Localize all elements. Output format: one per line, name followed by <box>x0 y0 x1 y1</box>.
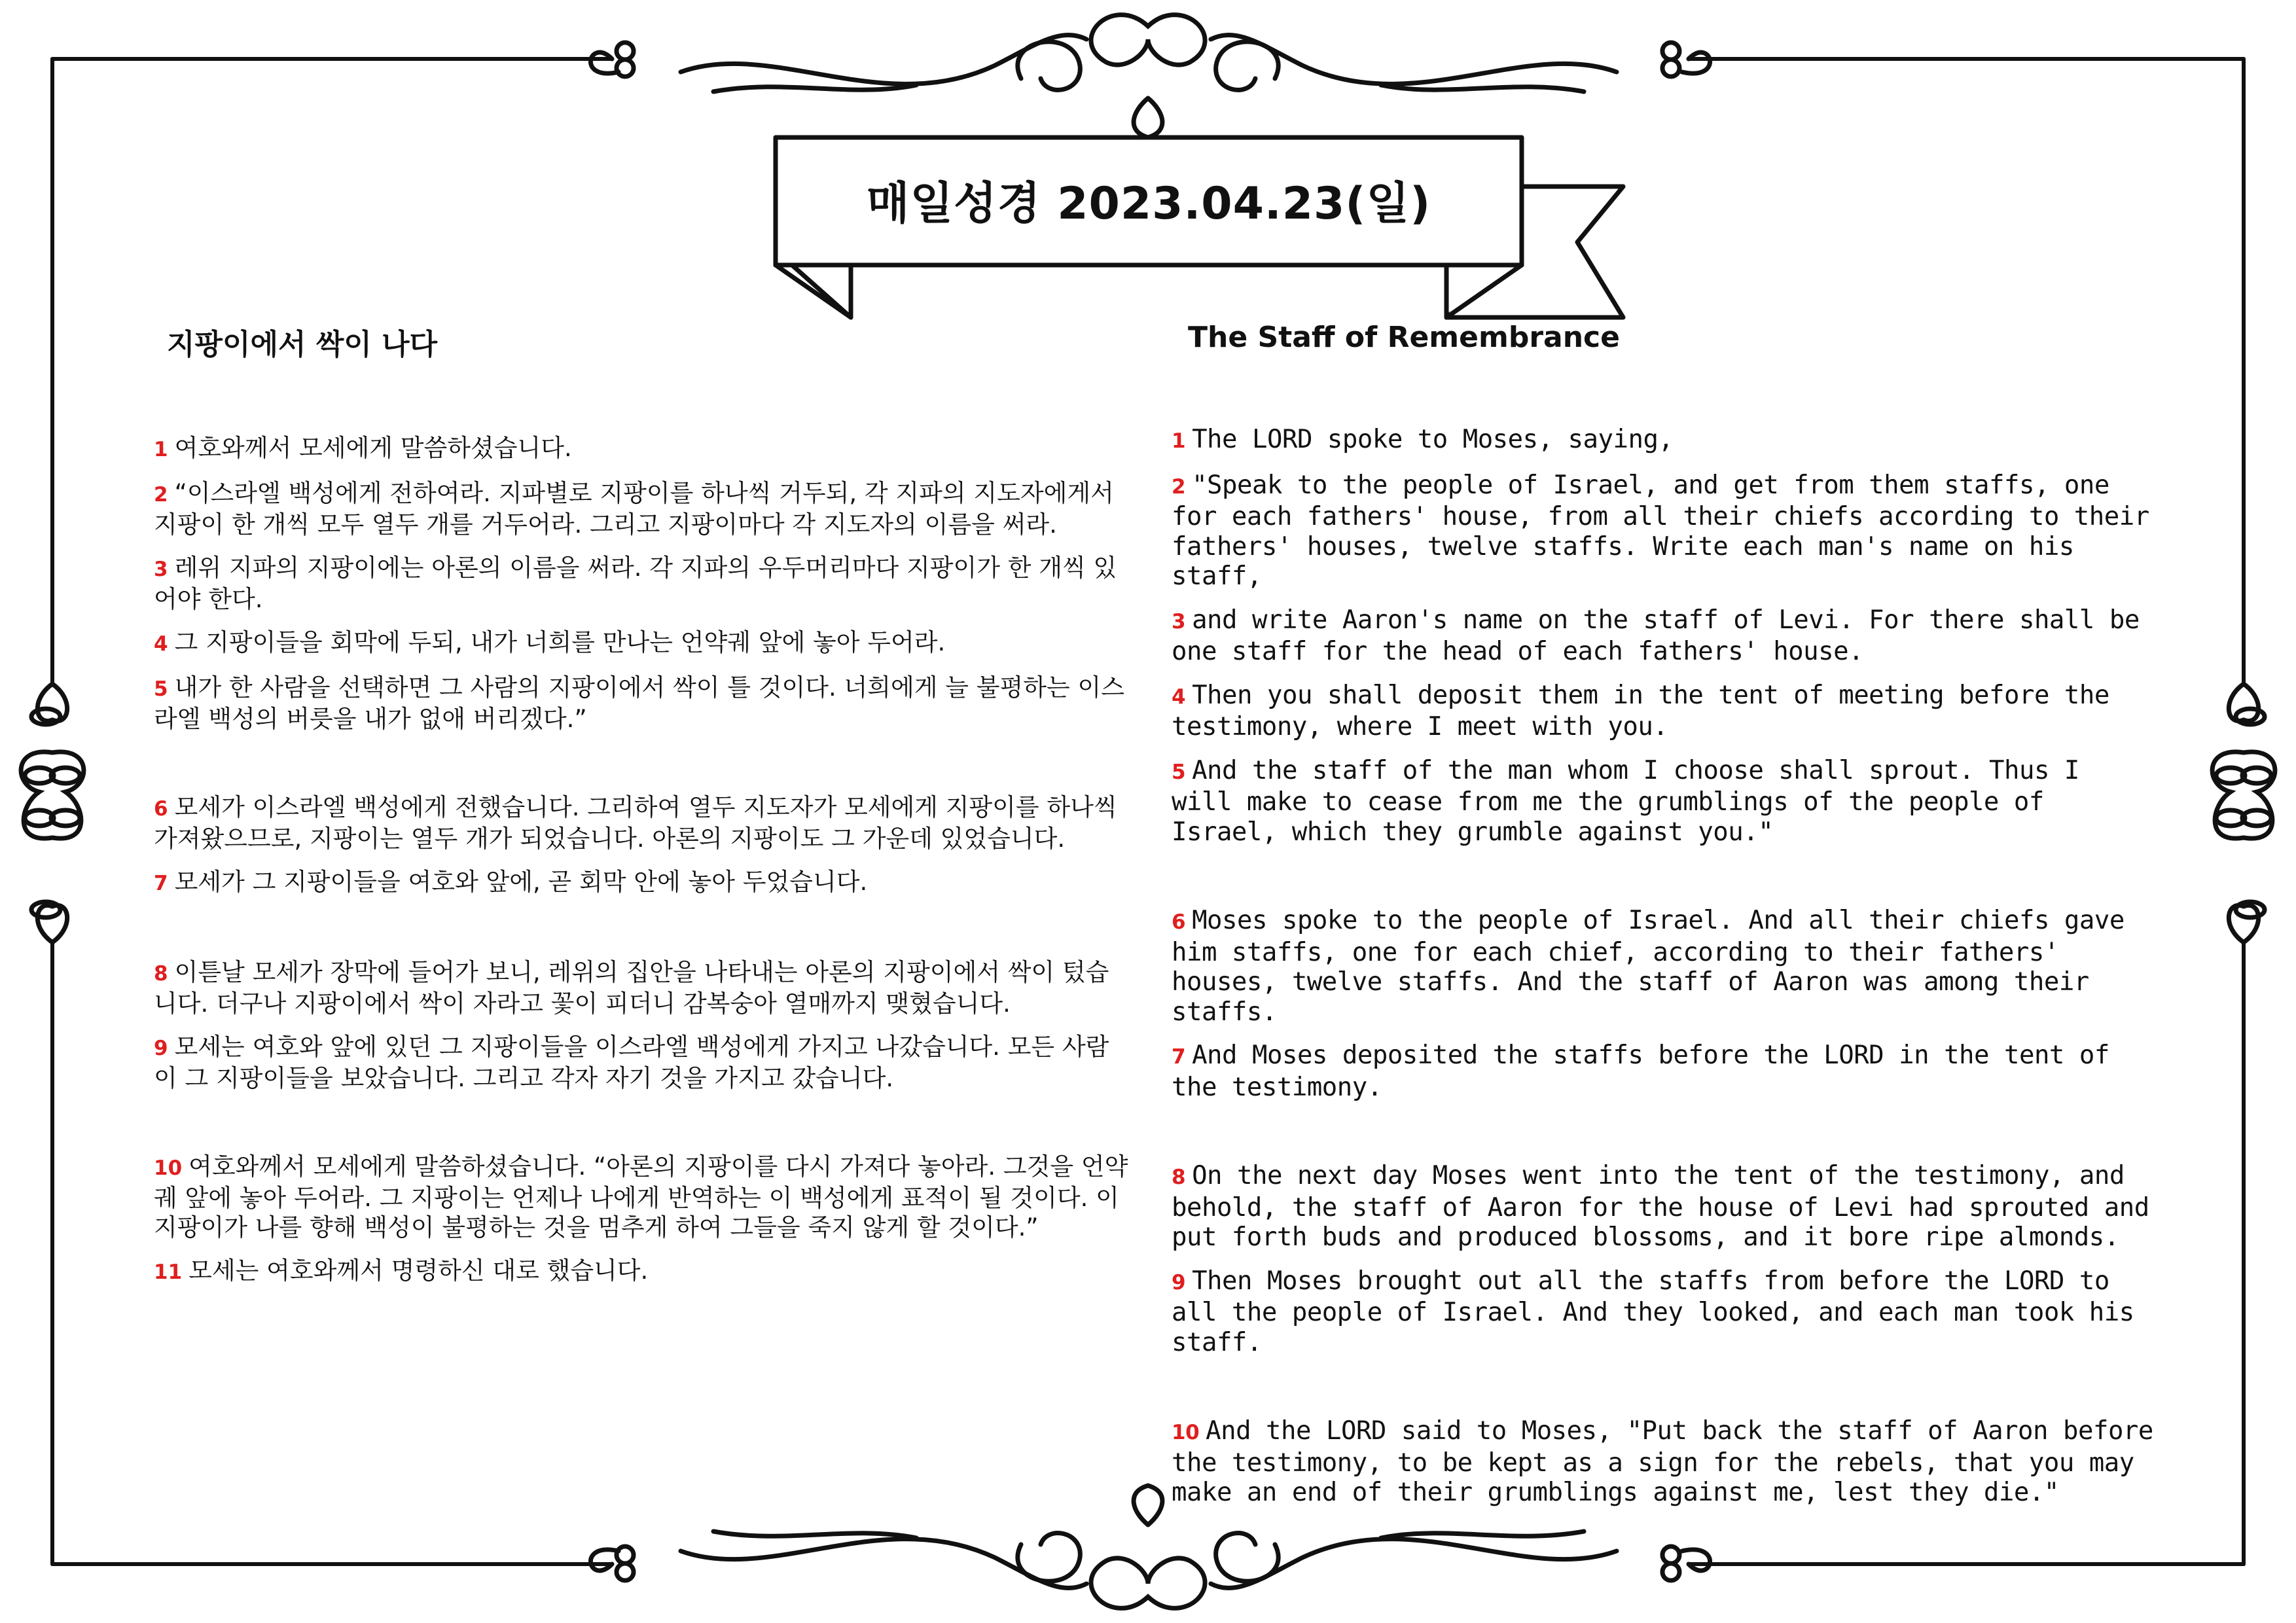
verse-number: 1 <box>154 438 168 461</box>
verse-ko-1 <box>154 433 1129 465</box>
verse-number: 2 <box>154 483 168 507</box>
verse-number: 6 <box>154 797 168 821</box>
english-column-title: The Staff of Remembrance <box>1188 321 1620 354</box>
verse-text: And Moses deposited the staffs before the LORD in the tent of the testimony. <box>1172 1041 2109 1102</box>
top-flourish <box>590 15 1710 137</box>
verse-text: On the next day Moses went into the tent of the testimony, and behold, the staff of Aaron for the house of Levi had sprouted and put forth buds and produced blossoms, and it bore ripe almonds. <box>1172 1161 2149 1252</box>
korean-column <box>154 321 1129 1287</box>
verse-text: 모세는 여호와께서 명령하신 대로 했습니다. <box>188 1257 649 1285</box>
verse-text: and write Aaron's name on the staff of Levi. For there shall be one staff for the head of each fathers' house. <box>1172 605 2140 666</box>
verse-number: 1 <box>1172 429 1186 453</box>
verse-text: 여호와께서 모세에게 말씀하셨습니다. <box>174 434 572 462</box>
verse-text: 레위 지파의 지팡이에는 아론의 이름을 써라. 각 지파의 우두머리마다 지팡이가 한 개씩 있어야 한다. <box>154 554 1117 613</box>
verse-ko-2 <box>154 478 1129 539</box>
verse-number: 11 <box>154 1260 183 1284</box>
verse-text: “이스라엘 백성에게 전하여라. 지파별로 지팡이를 하나씩 거두되, 각 지파의 지도자에게서 지팡이 한 개씩 모두 열두 개를 거두어라. 그리고 지팡이마다 각 지도자의 이름을 써라. <box>154 479 1114 539</box>
verse-en-10 <box>1172 1416 2153 1508</box>
verse-en-6 <box>1172 906 2153 1027</box>
verse-number: 4 <box>1172 685 1186 709</box>
verse-en-4 <box>1172 681 2153 742</box>
verse-en-8 <box>1172 1161 2153 1253</box>
verse-text: The LORD spoke to Moses, saying, <box>1192 425 1674 454</box>
verse-number: 10 <box>154 1156 183 1180</box>
verse-text: And the LORD said to Moses, "Put back the staff of Aaron before the testimony, to be kept as a sign for the rebels, that you may make an end of their grumblings against me, lest they die." <box>1172 1416 2153 1507</box>
page-title: 매일성경 2023.04.23(일) <box>866 177 1431 230</box>
verse-number: 4 <box>154 632 168 656</box>
verse-ko-7 <box>154 867 1129 899</box>
right-side-flourish <box>2212 684 2275 942</box>
verse-ko-3 <box>154 553 1129 614</box>
verse-number: 8 <box>154 962 168 986</box>
verse-number: 9 <box>1172 1270 1186 1294</box>
verse-number: 9 <box>154 1037 168 1060</box>
verse-text: 모세는 여호와 앞에 있던 그 지팡이들을 이스라엘 백성에게 가지고 나갔습니다. 모든 사람이 그 지팡이들을 보았습니다. 그리고 각자 자기 것을 가지고 갔습니다. <box>154 1033 1109 1092</box>
verse-text: 그 지팡이들을 회막에 두되, 내가 너희를 만나는 언약궤 앞에 놓아 두어라. <box>174 628 946 656</box>
verse-number: 8 <box>1172 1166 1186 1189</box>
verse-ko-11 <box>154 1256 1129 1287</box>
verse-en-2 <box>1172 471 2153 592</box>
verse-text: "Speak to the people of Israel, and get from them staffs, one for each fathers' house, from all their chiefs according to their fathers' houses, twelve staffs. Write each man's name on his staff, <box>1172 470 2149 591</box>
verse-number: 2 <box>1172 474 1186 499</box>
verse-number: 5 <box>1172 760 1186 784</box>
verse-text: 이튿날 모세가 장막에 들어가 보니, 레위의 집안을 나타내는 아론의 지팡이에서 싹이 텄습니다. 더구나 지팡이에서 싹이 자라고 꽃이 피더니 감복숭아 열매까지 맺혔습니다. <box>154 958 1109 1018</box>
verse-number: 5 <box>154 677 168 701</box>
verse-ko-4 <box>154 628 1129 659</box>
verse-en-1 <box>1172 425 2153 457</box>
verse-text: 내가 한 사람을 선택하면 그 사람의 지팡이에서 싹이 틀 것이다. 너희에게 늘 불평하는 이스라엘 백성의 버릇을 내가 없애 버리겠다.” <box>154 673 1124 733</box>
verse-en-7 <box>1172 1041 2153 1102</box>
verse-en-3 <box>1172 605 2153 667</box>
verse-number: 3 <box>154 558 168 581</box>
verse-ko-8 <box>154 957 1129 1018</box>
verse-ko-9 <box>154 1032 1129 1093</box>
verse-number: 3 <box>1172 609 1186 633</box>
verse-number: 10 <box>1172 1421 1200 1444</box>
english-column <box>1172 321 2153 1508</box>
verse-number: 7 <box>154 872 168 895</box>
verse-text: 여호와께서 모세에게 말씀하셨습니다. “아론의 지팡이를 다시 가져다 놓아라. 그것을 언약궤 앞에 놓아 두어라. 그 지팡이는 언제나 나에게 반역하는 이 백성에게 표적이 될 것이다. 이 지팡이가 나를 향해 백성이 불평하는 것을 멈추게 하여 그들을 죽지 않게 할 것이다.” <box>154 1152 1128 1241</box>
verse-text: Then you shall deposit them in the tent of meeting before the testimony, where I meet with you. <box>1172 680 2109 741</box>
verse-text: 모세가 이스라엘 백성에게 전했습니다. 그리하여 열두 지도자가 모세에게 지팡이를 하나씩 가져왔으므로, 지팡이는 열두 개가 되었습니다. 아론의 지팡이도 그 가운데 있었습니다. <box>154 793 1117 853</box>
verse-number: 6 <box>1172 910 1186 934</box>
verse-ko-10 <box>154 1152 1129 1242</box>
verse-ko-6 <box>154 793 1129 853</box>
verse-text: Moses spoke to the people of Israel. And all their chiefs gave him staffs, one for each chief, according to their fathers' houses, twelve staffs. And the staff of Aaron was among their staffs. <box>1172 906 2125 1027</box>
korean-column-title: 지팡이에서 싹이 나다 <box>167 328 438 361</box>
verse-number: 7 <box>1172 1045 1186 1069</box>
left-side-flourish <box>21 684 84 942</box>
verse-en-9 <box>1172 1266 2153 1358</box>
verse-text: Then Moses brought out all the staffs from before the LORD to all the people of Israel. And they looked, and each man took his staff. <box>1172 1266 2134 1357</box>
verse-text: And the staff of the man whom I choose shall sprout. Thus I will make to cease from me the grumblings of the people of Israel, which they grumble against you." <box>1172 755 2079 847</box>
verse-ko-5 <box>154 673 1129 734</box>
verse-text: 모세가 그 지팡이들을 여호와 앞에, 곧 회막 안에 놓아 두었습니다. <box>174 868 868 896</box>
verse-en-5 <box>1172 756 2153 847</box>
